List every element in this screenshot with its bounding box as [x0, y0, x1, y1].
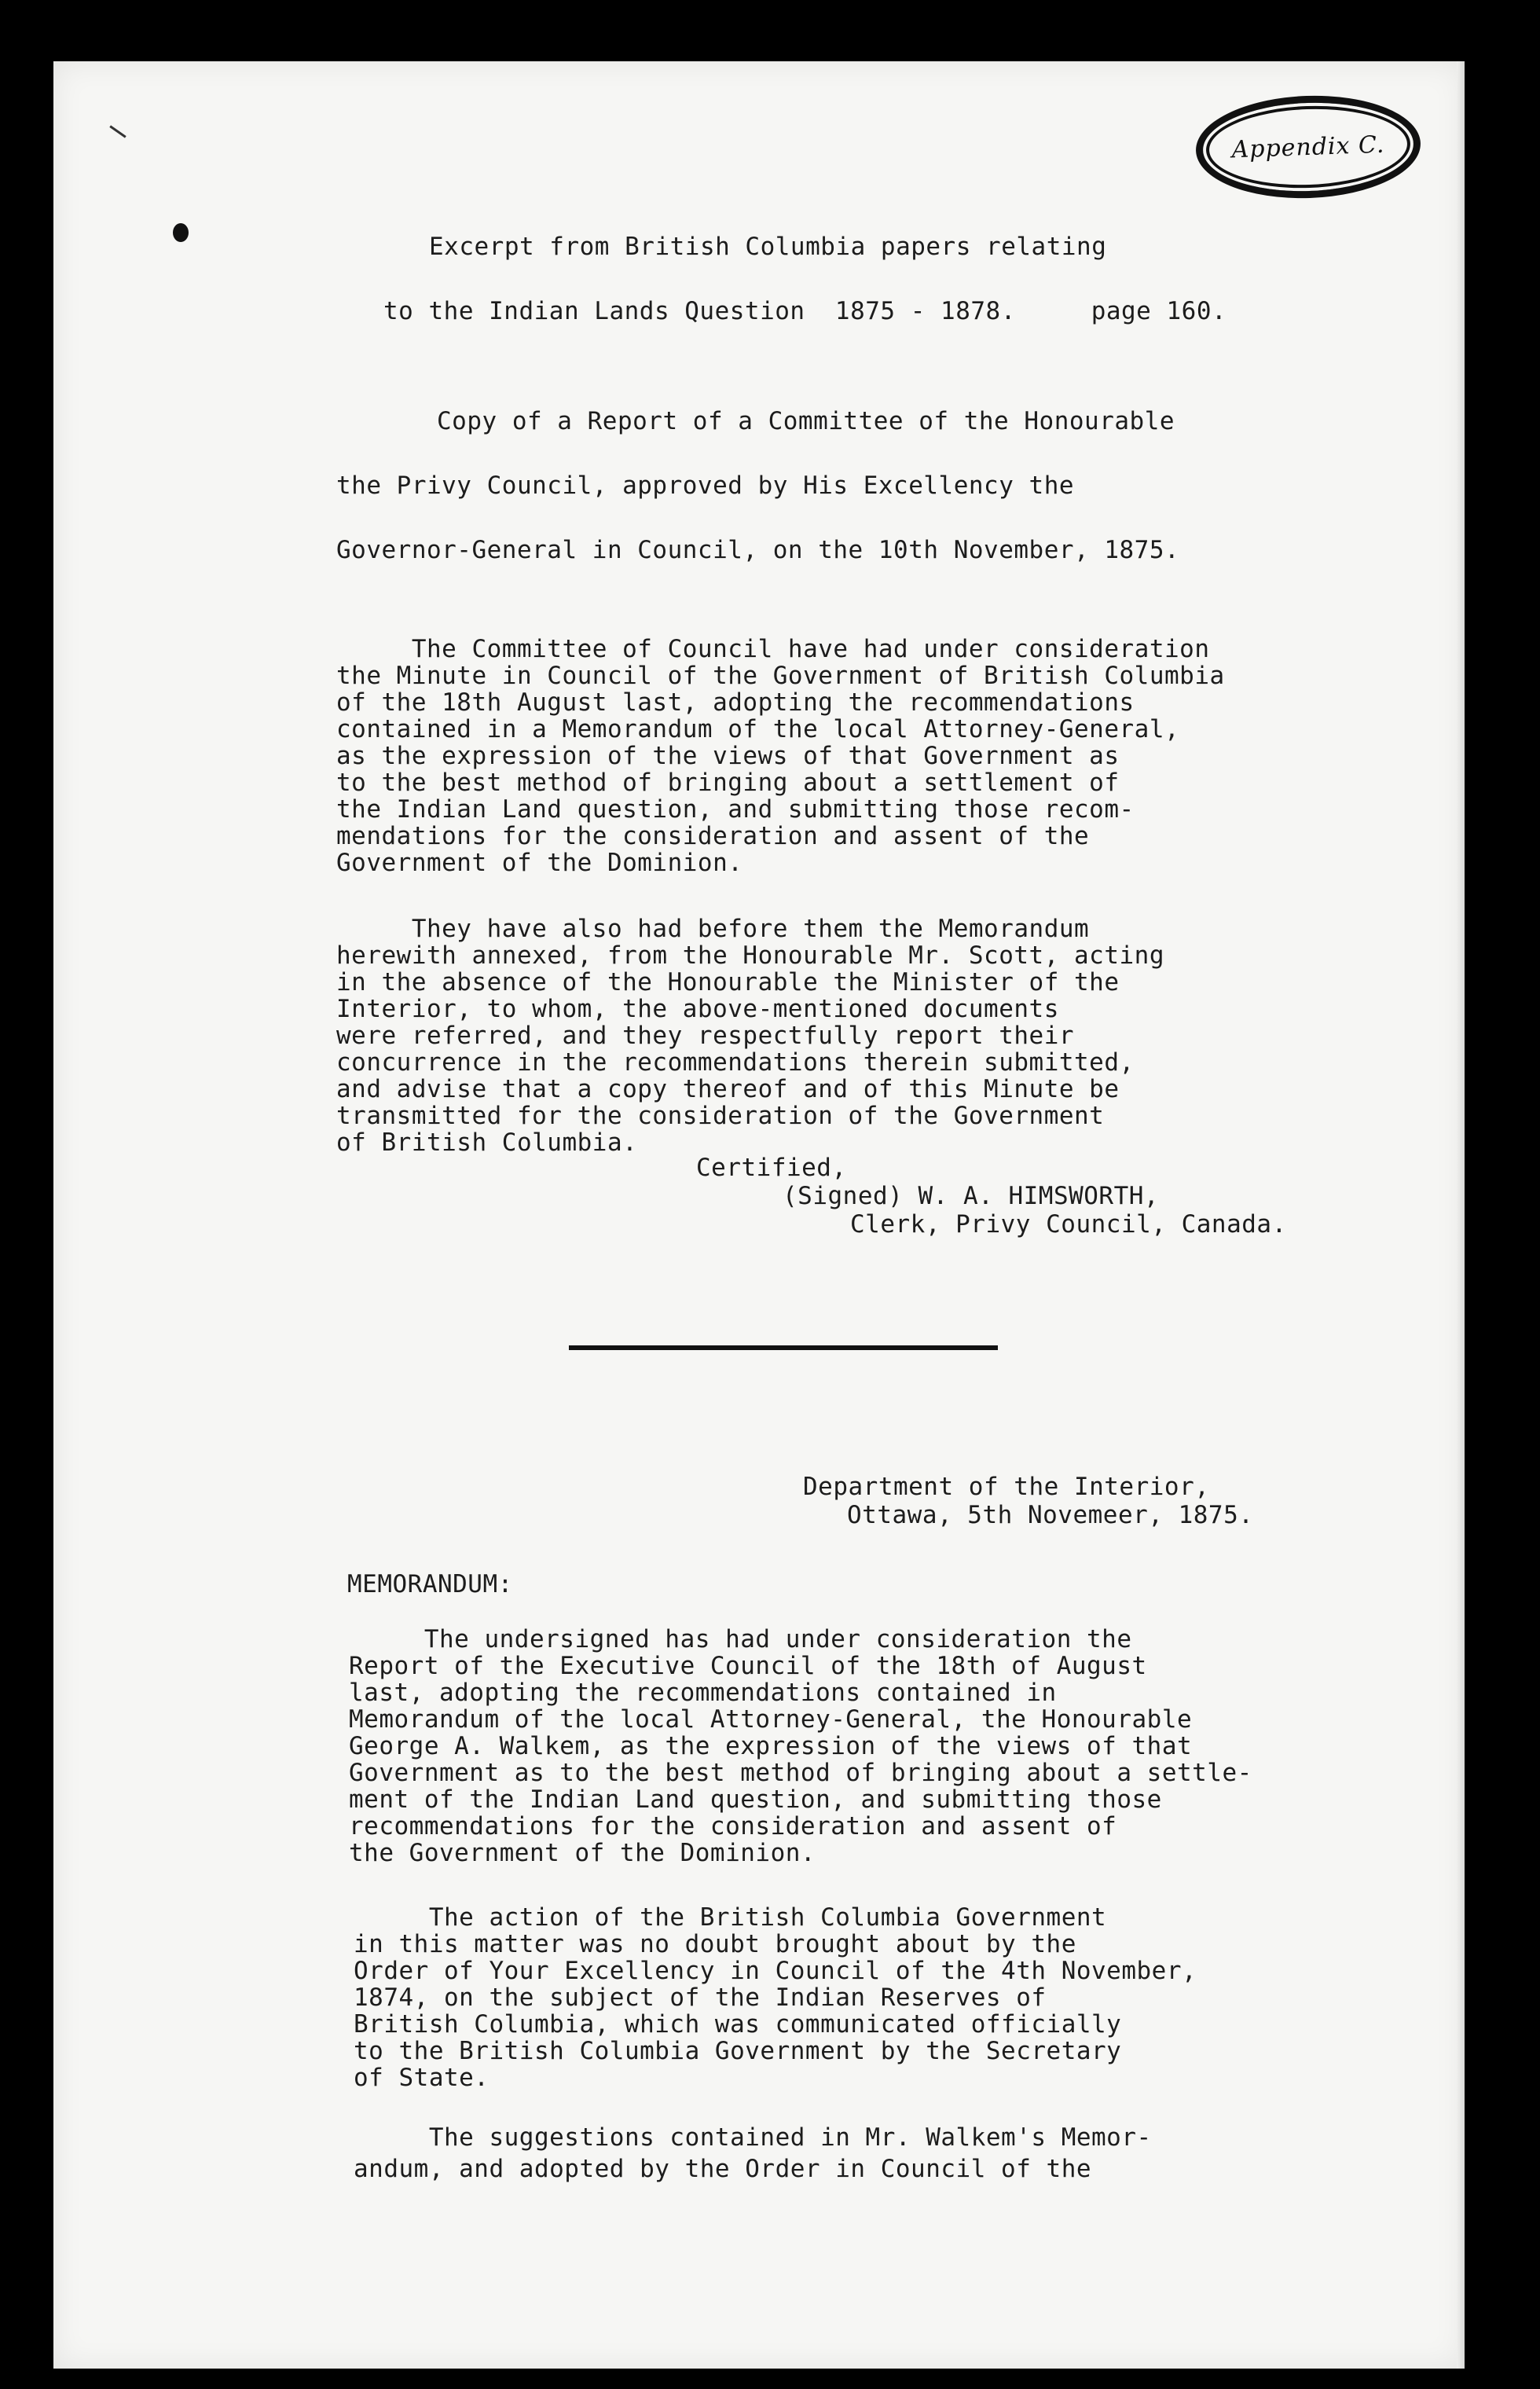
signed-name: (Signed) W. A. HIMSWORTH,: [783, 1182, 1160, 1210]
para3-line: Memorandum of the local Attorney-General, the Honourable: [349, 1705, 1193, 1734]
para5-line: The suggestions contained in Mr. Walkem's Memor-: [354, 2123, 1152, 2152]
header-line-1: Excerpt from British Columbia papers relating: [429, 233, 1107, 261]
ink-blot-mark: [173, 223, 189, 242]
ink-scratch-mark: [109, 125, 126, 138]
section-divider: [569, 1345, 998, 1350]
dept-line-2: Ottawa, 5th Novemeer, 1875.: [847, 1501, 1254, 1529]
dept-line-1: Department of the Interior,: [803, 1473, 1210, 1501]
report-title-line-2: the Privy Council, approved by His Excellency the: [336, 472, 1075, 500]
para2-line: They have also had before them the Memorandum: [336, 915, 1090, 943]
para4-line: 1874, on the subject of the Indian Reserves of: [354, 1983, 1047, 2012]
para3-line: Government as to the best method of bringing about a settle-: [349, 1759, 1252, 1787]
header-line-2: to the Indian Lands Question 1875 - 1878. page 160.: [383, 297, 1227, 325]
department-address: [803, 1473, 1254, 1586]
signatory-title: Clerk, Privy Council, Canada.: [850, 1210, 1287, 1239]
para1-line: the Minute in Council of the Government of British Columbia: [336, 662, 1225, 690]
para4-line: to the British Columbia Government by the Secretary: [354, 2037, 1122, 2065]
para3-line: The undersigned has had under consideration the: [349, 1625, 1132, 1653]
paragraph-suggestions: [354, 2123, 1152, 2237]
para1-line: the Indian Land question, and submitting those recom-: [336, 795, 1135, 824]
para2-line: transmitted for the consideration of the Government: [336, 1102, 1105, 1130]
para3-line: last, adopting the recommendations contained in: [349, 1679, 1057, 1707]
para3-line: Report of the Executive Council of the 18th of August: [349, 1652, 1147, 1680]
excerpt-header: [383, 233, 1227, 346]
para2-line: in the absence of the Honourable the Minister of the: [336, 968, 1120, 996]
page-edge: [1457, 61, 1465, 2369]
memorandum-heading: MEMORANDUM:: [347, 1570, 513, 1598]
para1-line: mendations for the consideration and assent of the: [336, 822, 1090, 850]
report-title: [336, 407, 1180, 564]
para4-line: British Columbia, which was communicated officially: [354, 2010, 1122, 2039]
para4-line: in this matter was no doubt brought about by the: [354, 1930, 1076, 1958]
report-title-line-3: Governor-General in Council, on the 10th November, 1875.: [336, 536, 1180, 564]
para3-line: the Government of the Dominion.: [349, 1839, 816, 1867]
para2-line: and advise that a copy thereof and of this Minute be: [336, 1075, 1120, 1103]
report-title-line-1: Copy of a Report of a Committee of the Honourable: [437, 407, 1175, 435]
para5-line: andum, and adopted by the Order in Council of the: [354, 2155, 1092, 2183]
para2-line: Interior, to whom, the above-mentioned documents: [336, 995, 1059, 1023]
para1-line: contained in a Memorandum of the local Attorney-General,: [336, 715, 1180, 743]
para2-line: concurrence in the recommendations therein submitted,: [336, 1048, 1135, 1077]
appendix-stamp: [1194, 92, 1422, 202]
para3-line: ment of the Indian Land question, and submitting those: [349, 1785, 1162, 1814]
para1-line: to the best method of bringing about a settlement of: [336, 769, 1120, 797]
certified-label: Certified,: [696, 1154, 847, 1182]
para4-line: Order of Your Excellency in Council of the 4th November,: [354, 1957, 1197, 1985]
signature-block: [696, 1154, 1287, 1295]
appendix-stamp-label: Appendix C.: [1231, 130, 1385, 163]
para2-line: herewith annexed, from the Honourable Mr. Scott, acting: [336, 941, 1164, 970]
para1-line: as the expression of the views of that Government as: [336, 742, 1120, 770]
para2-line: were referred, and they respectfully report their: [336, 1022, 1075, 1050]
para1-line: Government of the Dominion.: [336, 849, 743, 877]
para1-line: The Committee of Council have had under consideration: [336, 635, 1210, 663]
para3-line: George A. Walkem, as the expression of the views of that: [349, 1732, 1193, 1760]
para3-line: recommendations for the consideration and assent of: [349, 1812, 1117, 1840]
para1-line: of the 18th August last, adopting the recommendations: [336, 688, 1135, 717]
para4-line: The action of the British Columbia Government: [354, 1903, 1107, 1932]
document-page: [53, 61, 1465, 2369]
para4-line: of State.: [354, 2064, 490, 2092]
para2-line: of British Columbia.: [336, 1128, 638, 1157]
